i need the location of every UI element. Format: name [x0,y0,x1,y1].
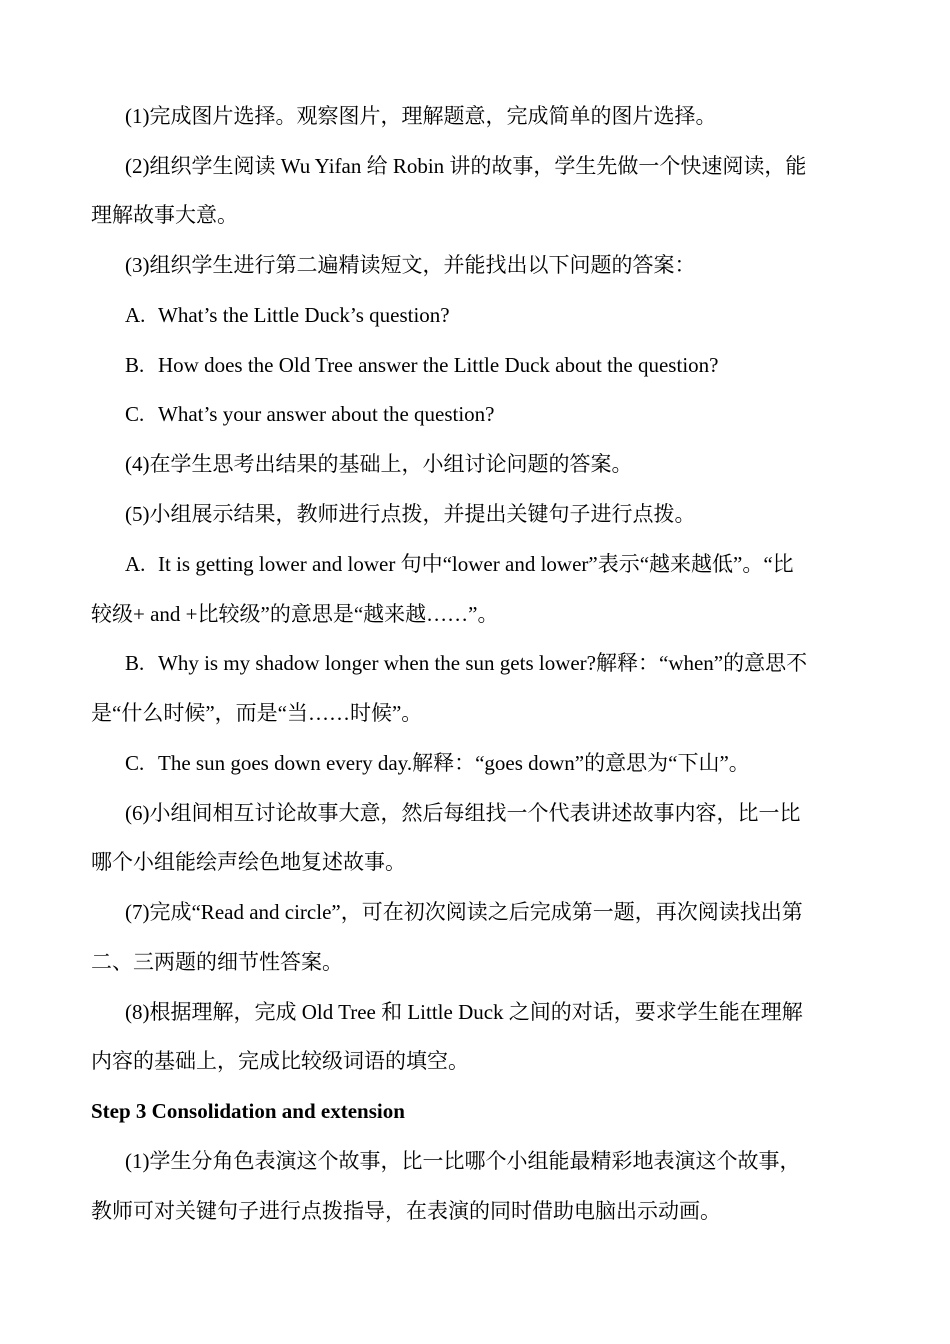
question-text: What’s your answer about the question? [158,402,495,426]
question-c [125,400,861,428]
key-point-text: The sun goes down every day.解释：“goes down”的意思为“下山”。 [158,751,750,775]
paragraph-4: (4)在学生思考出结果的基础上，小组讨论问题的答案。 [125,452,633,476]
key-point-text: Why is my shadow longer when the sun gets lower?解释：“when”的意思不 [158,651,808,675]
key-point-b-line-2: 是“什么时候”，而是“当……时候”。 [91,701,423,725]
paragraph-6-line-2: 哪个小组能绘声绘色地复述故事。 [91,850,406,874]
option-letter: A. [125,552,146,576]
section-heading: Step 3 Consolidation and extension [91,1099,405,1123]
paragraph-2-line-2: 理解故事大意。 [91,203,238,227]
paragraph-8-line-1: (8)根据理解，完成 Old Tree 和 Little Duck 之间的对话，要求学生能在理解 [125,1000,803,1024]
option-letter: B. [125,651,145,675]
paragraph-5: (5)小组展示结果，教师进行点拨，并提出关键句子进行点拨。 [125,502,696,526]
option-letter: B. [125,353,145,377]
key-point-b-line-1 [125,649,861,677]
paragraph-1: (1)完成图片选择。观察图片，理解题意，完成简单的图片选择。 [125,104,717,128]
paragraph-8-line-2: 内容的基础上，完成比较级词语的填空。 [91,1049,469,1073]
paragraph-3: (3)组织学生进行第二遍精读短文，并能找出以下问题的答案： [125,253,696,277]
paragraph-2-line-1: (2)组织学生阅读 Wu Yifan 给 Robin 讲的故事，学生先做一个快速阅读，能 [125,154,807,178]
question-text: How does the Old Tree answer the Little Duck about the question? [158,353,719,377]
question-b [125,351,861,379]
question-text: What’s the Little Duck’s question? [158,303,450,327]
key-point-text: It is getting lower and lower 句中“lower and lower”表示“越来越低”。“比 [158,552,794,576]
option-letter: C. [125,402,145,426]
paragraph-7-line-1: (7)完成“Read and circle”，可在初次阅读之后完成第一题，再次阅读找出第 [125,900,803,924]
key-point-a-line-1 [125,550,861,578]
step3-paragraph-1-line-2: 教师可对关键句子进行点拨指导，在表演的同时借助电脑出示动画。 [91,1199,721,1223]
paragraph-6-line-1: (6)小组间相互讨论故事大意，然后每组找一个代表讲述故事内容，比一比 [125,801,801,825]
key-point-c [125,749,861,777]
option-letter: A. [125,303,146,327]
option-letter: C. [125,751,145,775]
step3-paragraph-1-line-1: (1)学生分角色表演这个故事，比一比哪个小组能最精彩地表演这个故事， [125,1149,801,1173]
paragraph-7-line-2: 二、三两题的细节性答案。 [91,950,343,974]
question-a [125,301,861,329]
key-point-a-line-2: 较级+ and +比较级”的意思是“越来越……”。 [91,602,499,626]
